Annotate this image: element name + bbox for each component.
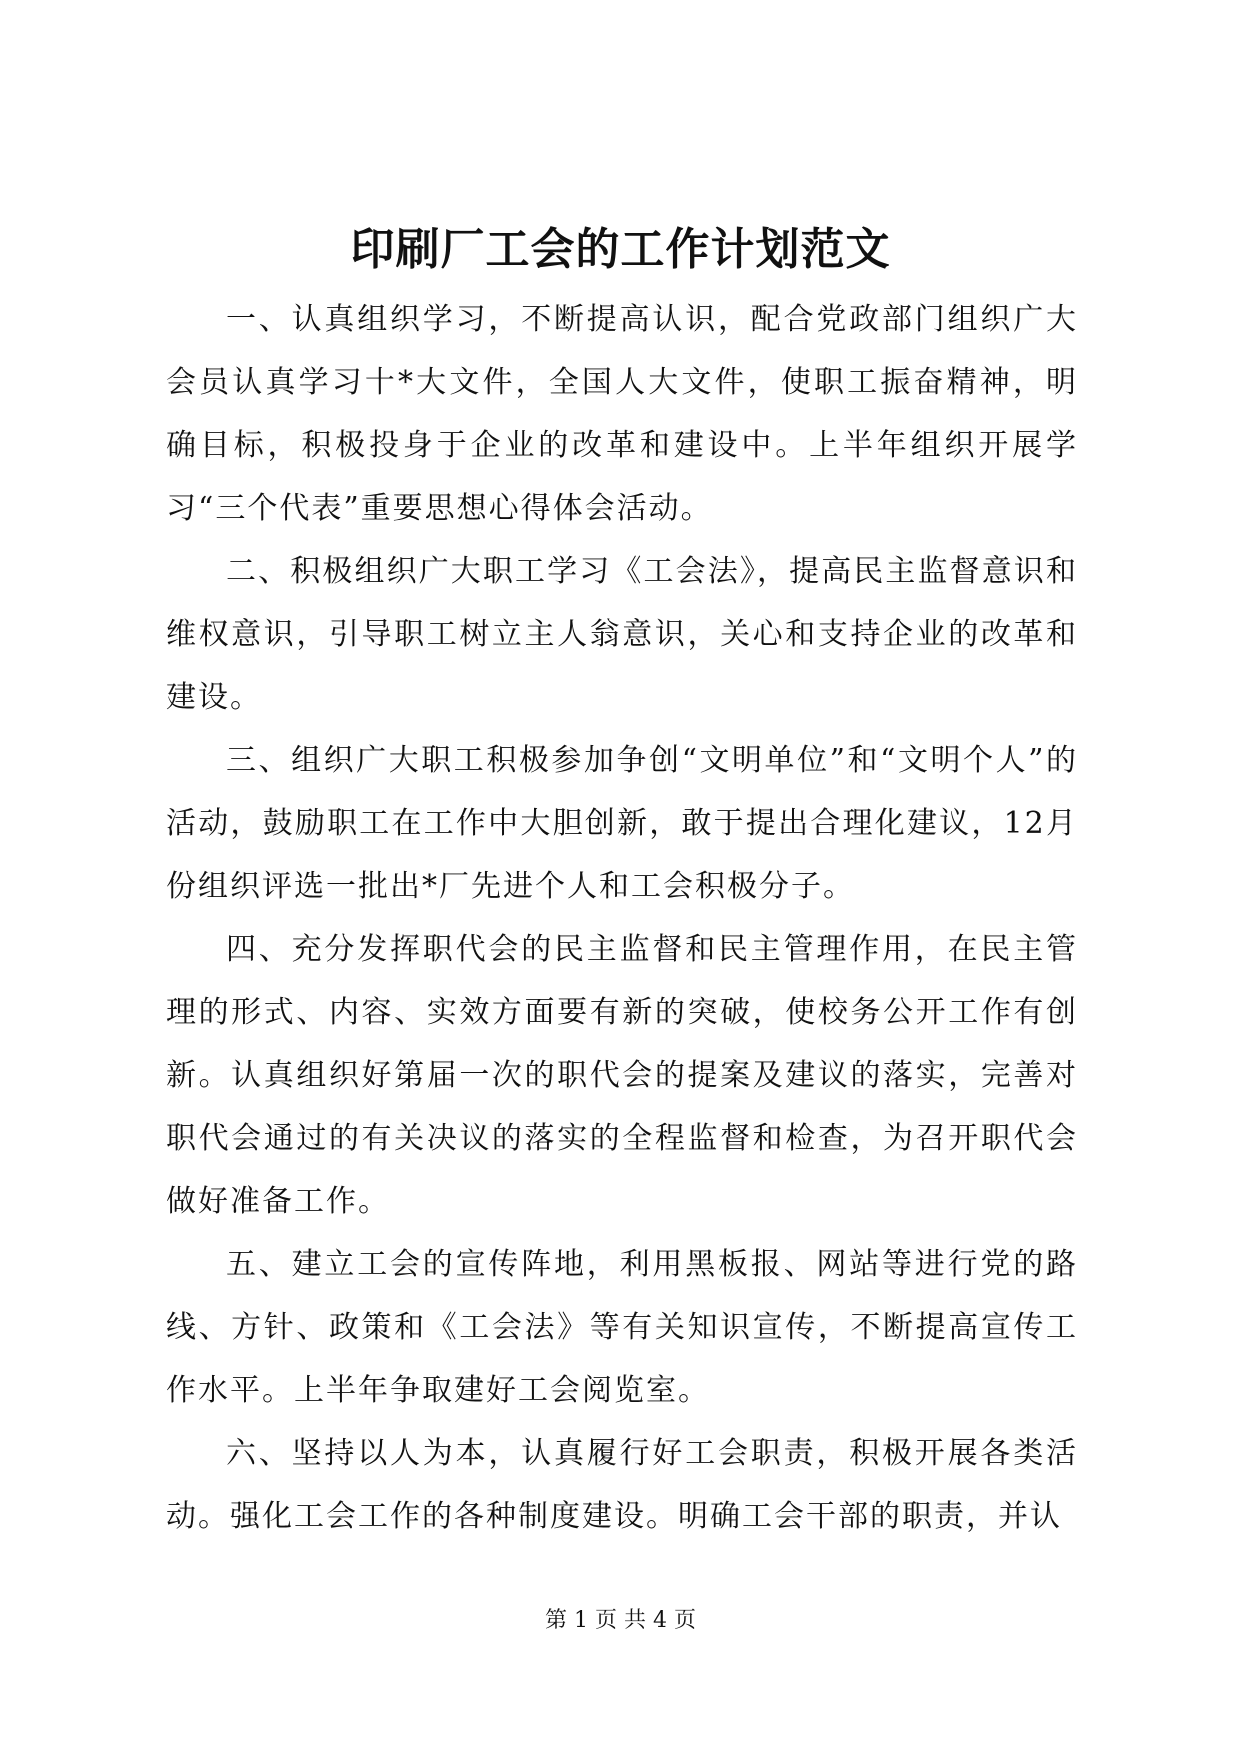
paragraph-4: 四、充分发挥职代会的民主监督和民主管理作用，在民主管理的形式、内容、实效方面要有新的突破，使校务公开工作有创新。认真组织好第届一次的职代会的提案及建议的落实，完善对职代会通过的有关决议的落实的全程监督和检查，为召开职代会做好准备工作。 bbox=[166, 932, 1078, 1219]
paragraph-1: 一、认真组织学习，不断提高认识，配合党政部门组织广大会员认真学习十*大文件，全国人大文件，使职工振奋精神，明确目标，积极投身于企业的改革和建设中。上半年组织开展学习“三个代表”重要思想心得体会活动。 bbox=[166, 302, 1078, 526]
paragraph-3: 三、组织广大职工积极参加争创“文明单位”和“文明个人”的活动，鼓励职工在工作中大胆创新，敢于提出合理化建议，12月份组织评选一批出*厂先进个人和工会积极分子。 bbox=[166, 743, 1078, 904]
document-title: 印刷厂工会的工作计划范文 bbox=[350, 224, 891, 275]
paragraph-5: 五、建立工会的宣传阵地，利用黑板报、网站等进行党的路线、方针、政策和《工会法》等有关知识宣传，不断提高宣传工作水平。上半年争取建好工会阅览室。 bbox=[166, 1247, 1078, 1408]
document-body bbox=[166, 288, 1078, 1548]
paragraph-2: 二、积极组织广大职工学习《工会法》，提高民主监督意识和维权意识，引导职工树立主人翁意识，关心和支持企业的改革和建设。 bbox=[166, 554, 1078, 715]
page-number-footer: 第 1 页 共 4 页 bbox=[545, 1608, 696, 1633]
paragraph-6: 六、坚持以人为本，认真履行好工会职责，积极开展各类活动。强化工会工作的各种制度建设。明确工会干部的职责，并认 bbox=[166, 1436, 1078, 1534]
